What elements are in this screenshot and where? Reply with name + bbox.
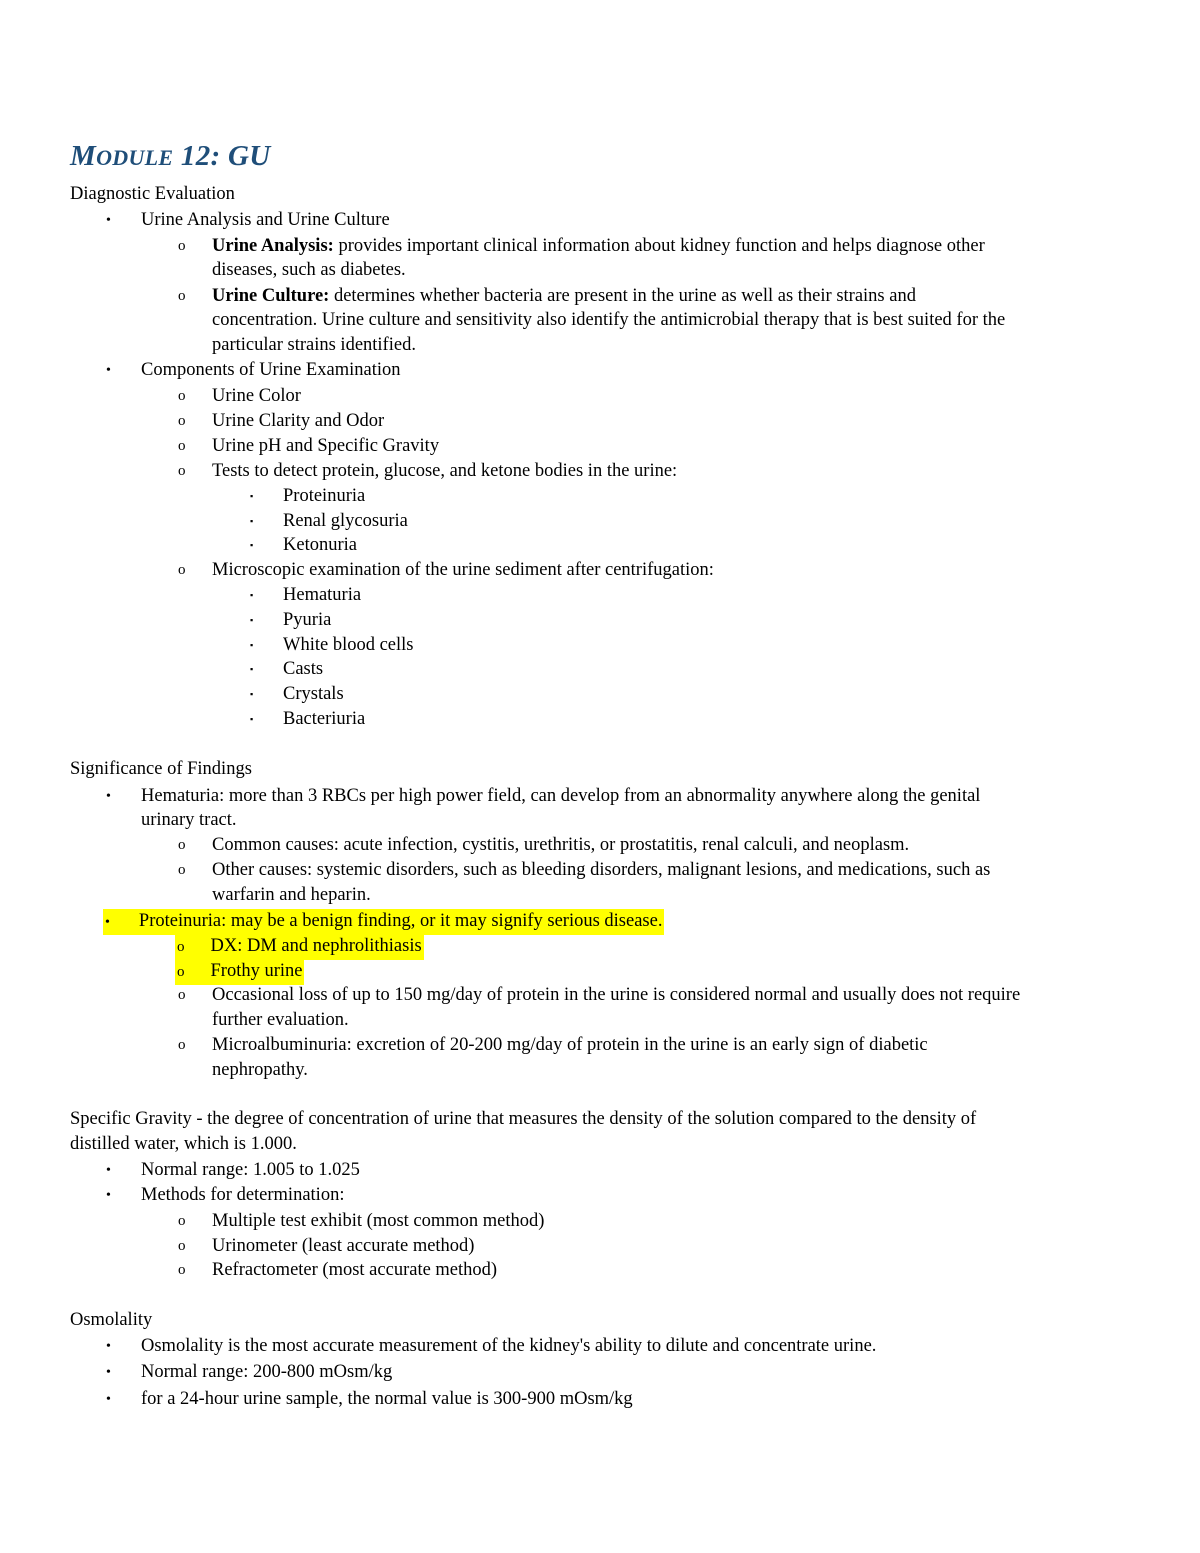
circle-marker: o xyxy=(178,837,186,853)
circle-marker: o xyxy=(178,862,186,878)
bullet-marker: • xyxy=(106,213,111,228)
circle-marker: o xyxy=(177,964,185,980)
bullet-marker: • xyxy=(106,1188,111,1203)
square-marker: ▪ xyxy=(250,689,254,699)
circle-marker: o xyxy=(178,987,186,1003)
list-item: Refractometer (most accurate method) xyxy=(212,1260,498,1280)
circle-marker: o xyxy=(178,1262,186,1278)
list-item: Renal glycosuria xyxy=(283,511,408,531)
section-heading-diagnostic: Diagnostic Evaluation xyxy=(70,184,235,204)
list-item: Multiple test exhibit (most common method) xyxy=(212,1211,545,1231)
list-item: Common causes: acute infection, cystitis, urethritis, or prostatitis, renal calculi, and neoplasm. xyxy=(212,835,910,855)
list-item-continuation: concentration. Urine culture and sensitivity also identify the antimicrobial therapy that is best suited for the xyxy=(212,310,1006,330)
list-item: Urine Color xyxy=(212,386,301,406)
list-item: Normal range: 200-800 mOsm/kg xyxy=(141,1362,393,1382)
list-item: Components of Urine Examination xyxy=(141,360,401,380)
list-item: Proteinuria xyxy=(283,486,366,506)
circle-marker: o xyxy=(178,1037,186,1053)
square-marker: ▪ xyxy=(250,590,254,600)
list-item: Urinometer (least accurate method) xyxy=(212,1236,475,1256)
circle-marker: o xyxy=(178,562,186,578)
list-item: Casts xyxy=(283,659,324,679)
highlighted-list-item: o DX: DM and nephrolithiasis xyxy=(175,934,424,960)
square-marker: ▪ xyxy=(250,615,254,625)
bullet-marker: • xyxy=(106,1365,111,1380)
list-item-continuation: further evaluation. xyxy=(212,1010,349,1030)
circle-marker: o xyxy=(178,463,186,479)
list-item: Urine Analysis: provides important clinical information about kidney function and helps diagnose other xyxy=(212,236,985,256)
list-item: Urine pH and Specific Gravity xyxy=(212,436,440,456)
list-item: Bacteriuria xyxy=(283,709,366,729)
list-item: Pyuria xyxy=(283,610,332,630)
list-item: Crystals xyxy=(283,684,344,704)
circle-marker: o xyxy=(178,1238,186,1254)
circle-marker: o xyxy=(178,388,186,404)
square-marker: ▪ xyxy=(250,516,254,526)
list-item: Urine Clarity and Odor xyxy=(212,411,385,431)
square-marker: ▪ xyxy=(250,664,254,674)
list-item: Microscopic examination of the urine sediment after centrifugation: xyxy=(212,560,714,580)
circle-marker: o xyxy=(177,939,185,955)
list-item: Methods for determination: xyxy=(141,1185,345,1205)
list-item: Urine Culture: determines whether bacteria are present in the urine as well as their strains and xyxy=(212,286,916,306)
bullet-marker: • xyxy=(106,789,111,804)
paragraph: Specific Gravity - the degree of concentration of urine that measures the density of the solution compared to the density of xyxy=(70,1109,977,1129)
list-item: Ketonuria xyxy=(283,535,357,555)
bullet-marker: • xyxy=(106,1339,111,1354)
circle-marker: o xyxy=(178,1213,186,1229)
section-heading-osmolality: Osmolality xyxy=(70,1310,153,1330)
paragraph-continuation: distilled water, which is 1.000. xyxy=(70,1134,297,1154)
bullet-marker: • xyxy=(106,1163,111,1178)
list-item: White blood cells xyxy=(283,635,414,655)
list-item: Other causes: systemic disorders, such as bleeding disorders, malignant lesions, and medications, such as xyxy=(212,860,991,880)
page-title: MODULE 12: GU xyxy=(70,140,271,172)
list-item: Osmolality is the most accurate measurement of the kidney's ability to dilute and concentrate urine. xyxy=(141,1336,877,1356)
list-item-continuation: diseases, such as diabetes. xyxy=(212,260,406,280)
list-item: Normal range: 1.005 to 1.025 xyxy=(141,1160,360,1180)
highlighted-list-item: • Proteinuria: may be a benign finding, or it may signify serious disease. xyxy=(103,909,664,935)
section-heading-significance: Significance of Findings xyxy=(70,759,252,779)
list-item: Occasional loss of up to 150 mg/day of protein in the urine is considered normal and usually does not require xyxy=(212,985,1021,1005)
square-marker: ▪ xyxy=(250,540,254,550)
square-marker: ▪ xyxy=(250,714,254,724)
circle-marker: o xyxy=(178,238,186,254)
list-item-continuation: nephropathy. xyxy=(212,1060,308,1080)
list-item-continuation: particular strains identified. xyxy=(212,335,416,355)
list-item-continuation: warfarin and heparin. xyxy=(212,885,371,905)
list-item: for a 24-hour urine sample, the normal value is 300-900 mOsm/kg xyxy=(141,1389,633,1409)
list-item: Microalbuminuria: excretion of 20-200 mg/day of protein in the urine is an early sign of diabetic xyxy=(212,1035,928,1055)
bullet-marker: • xyxy=(106,363,111,378)
square-marker: ▪ xyxy=(250,491,254,501)
bullet-marker: • xyxy=(106,1392,111,1407)
list-item-continuation: urinary tract. xyxy=(141,810,237,830)
list-item: Hematuria xyxy=(283,585,362,605)
highlighted-list-item: o Frothy urine xyxy=(175,959,304,985)
list-item: Tests to detect protein, glucose, and ketone bodies in the urine: xyxy=(212,461,678,481)
list-item: Urine Analysis and Urine Culture xyxy=(141,210,390,230)
list-item: Hematuria: more than 3 RBCs per high power field, can develop from an abnormality anywhere along the genital xyxy=(141,786,981,806)
circle-marker: o xyxy=(178,438,186,454)
circle-marker: o xyxy=(178,288,186,304)
bullet-marker: • xyxy=(105,915,110,930)
circle-marker: o xyxy=(178,413,186,429)
square-marker: ▪ xyxy=(250,640,254,650)
